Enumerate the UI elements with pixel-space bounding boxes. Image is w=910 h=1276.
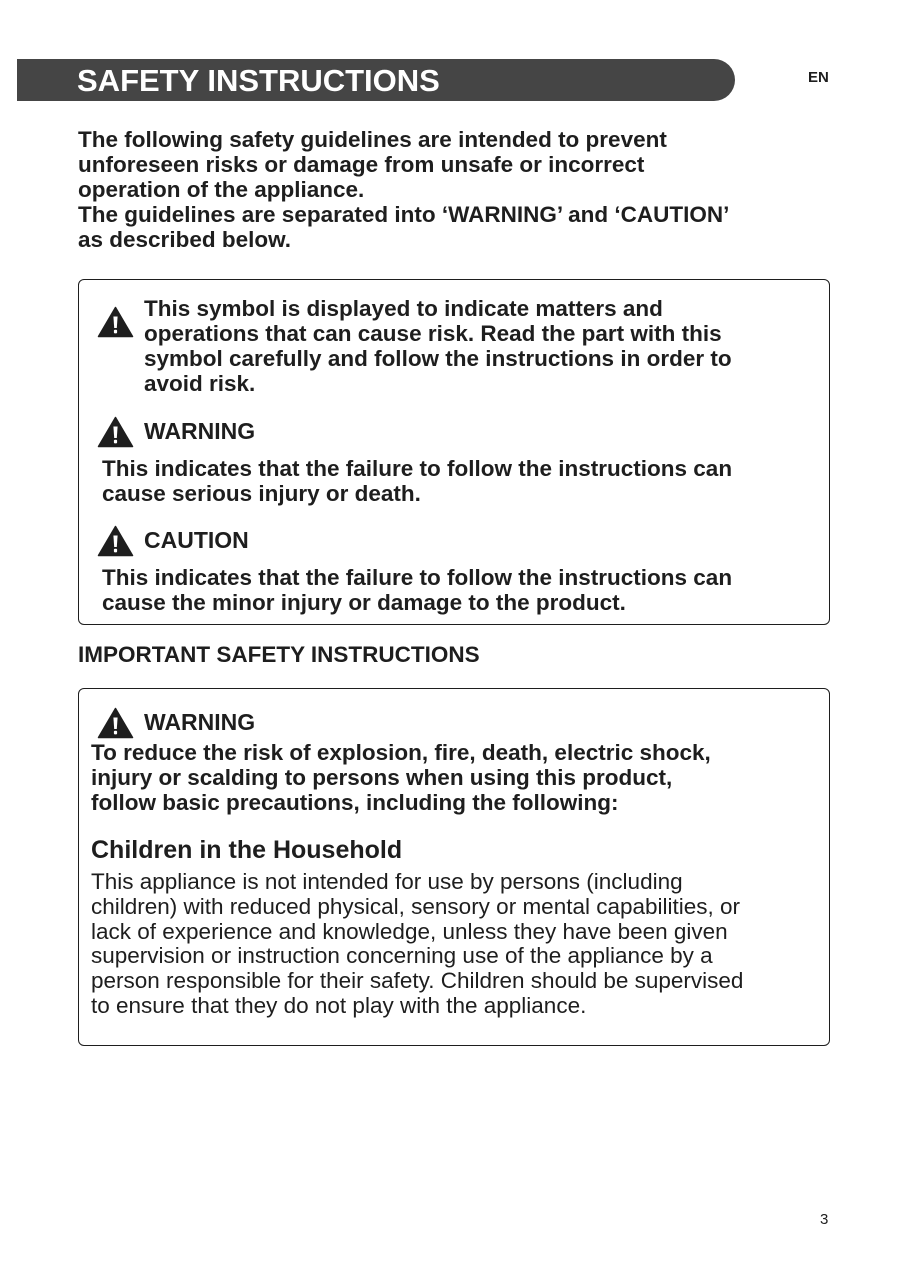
page-title: SAFETY INSTRUCTIONS: [77, 63, 440, 98]
warning-triangle-icon: [97, 416, 134, 448]
intro-line: operation of the appliance.: [78, 177, 365, 202]
text-line: This appliance is not intended for use by persons (including: [91, 869, 683, 894]
text-line: cause serious injury or death.: [102, 481, 421, 506]
intro-line: unforeseen risks or damage from unsafe or incorrect: [78, 152, 645, 177]
text-line: This indicates that the failure to follow the instructions can: [102, 565, 733, 590]
page-number: 3: [820, 1211, 829, 1228]
important-safety-heading: IMPORTANT SAFETY INSTRUCTIONS: [78, 642, 480, 667]
text-line: person responsible for their safety. Children should be supervised: [91, 968, 744, 994]
text-line: follow basic precautions, including the following:: [91, 790, 619, 815]
text-line: operations that can cause risk. Read the part with this: [144, 321, 722, 346]
warning-label: WARNING: [144, 709, 256, 735]
warning-precautions: [91, 740, 826, 815]
text-line: To reduce the risk of explosion, fire, death, electric shock,: [91, 740, 711, 765]
intro-paragraph: [78, 127, 838, 252]
text-line: This symbol is displayed to indicate matters and: [144, 296, 663, 321]
text-line: cause the minor injury or damage to the product.: [102, 590, 626, 615]
text-line: This indicates that the failure to follow the instructions can: [102, 456, 733, 481]
warning-triangle-icon: [97, 525, 134, 557]
caution-description: [102, 565, 827, 615]
text-line: lack of experience and knowledge, unless they have been given: [91, 918, 728, 944]
warning-label: WARNING: [144, 418, 256, 444]
intro-line: The guidelines are separated into ‘WARNING’ and ‘CAUTION’: [78, 202, 730, 227]
intro-line: The following safety guidelines are intended to prevent: [78, 127, 667, 152]
header-bar: [17, 59, 735, 101]
text-line: to ensure that they do not play with the appliance.: [91, 992, 587, 1018]
text-line: supervision or instruction concerning use of the appliance by a: [91, 943, 713, 969]
symbol-description: [144, 296, 824, 396]
children-paragraph: [91, 870, 821, 1019]
caution-label: CAUTION: [144, 527, 249, 553]
symbols-explanation-box: [78, 279, 830, 625]
intro-line: as described below.: [78, 227, 291, 252]
warning-triangle-icon: [97, 306, 134, 338]
children-heading: Children in the Household: [91, 836, 403, 864]
warning-box: [78, 688, 830, 1046]
warning-description: [102, 456, 827, 506]
text-line: symbol carefully and follow the instructions in order to: [144, 346, 732, 371]
text-line: avoid risk.: [144, 371, 256, 396]
language-code: EN: [808, 69, 829, 86]
text-line: children) with reduced physical, sensory or mental capabilities, or: [91, 893, 741, 919]
text-line: injury or scalding to persons when using this product,: [91, 765, 673, 790]
warning-triangle-icon: [97, 707, 134, 739]
